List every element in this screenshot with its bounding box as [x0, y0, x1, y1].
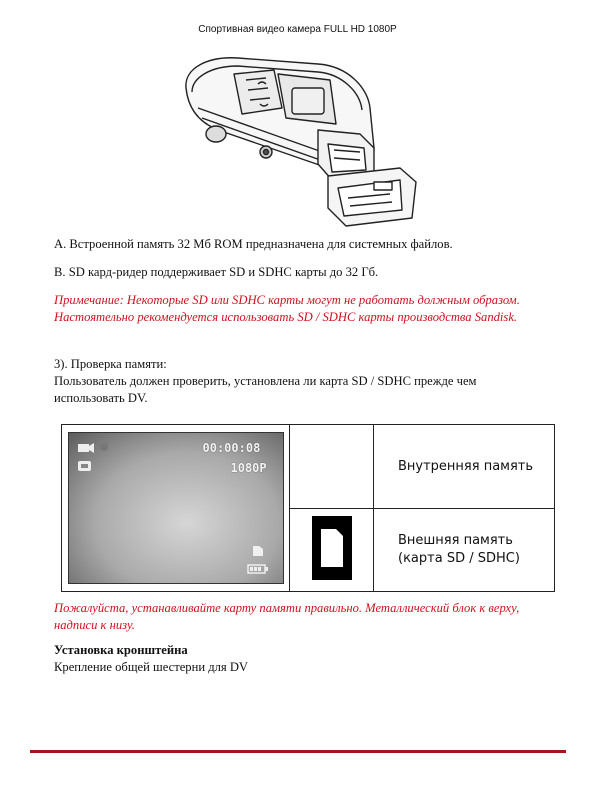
section-heading-memory-check: 3). Проверка памяти: [54, 357, 167, 371]
internal-memory-label: Внутренняя память [374, 425, 555, 509]
resolution-label: 1080P [230, 461, 267, 475]
recording-time: 00:00:08 [202, 441, 261, 455]
battery-icon [247, 563, 269, 575]
internal-memory-icon-cell [290, 425, 374, 509]
stabilizer-icon [77, 459, 93, 473]
sd-card-icon [311, 515, 353, 581]
record-dot-icon [99, 442, 109, 452]
paragraph-bracket: Крепление общей шестерни для DV [54, 660, 249, 674]
camera-screen-preview [68, 432, 284, 584]
memory-table [61, 424, 555, 592]
note-sd-compatibility: Примечание: Некоторые SD или SDHC карты могут не работать должным образом. Настоятельно рекомендуется использовать SD / SDHC карты производства Sandisk. [54, 293, 520, 324]
sd-card-status-icon [251, 543, 265, 557]
paragraph-internal-memory: A. Встроенной память 32 Мб ROM предназначена для системных файлов. [54, 237, 453, 251]
external-memory-icon-cell [290, 509, 374, 592]
paragraph-sd-reader: B. SD кард-ридер поддерживает SD и SDHC карты до 32 Гб. [54, 265, 379, 279]
camera-screen-cell [62, 425, 290, 592]
external-memory-label: Внешняя память (карта SD / SDHC) [374, 509, 555, 592]
section-heading-bracket: Установка кронштейна [54, 643, 188, 657]
page-header: Спортивная видео камера FULL HD 1080P [198, 24, 397, 35]
paragraph-memory-check: Пользователь должен проверить, установлена ли карта SD / SDHC прежде чем использовать DV. [54, 374, 477, 405]
note-card-orientation: Пожалуйста, устанавливайте карту памяти правильно. Металлический блок к верху, надписи к низу. [54, 601, 520, 632]
camera-illustration [178, 48, 424, 232]
footer-rule [30, 750, 566, 753]
video-mode-icon [77, 441, 95, 453]
